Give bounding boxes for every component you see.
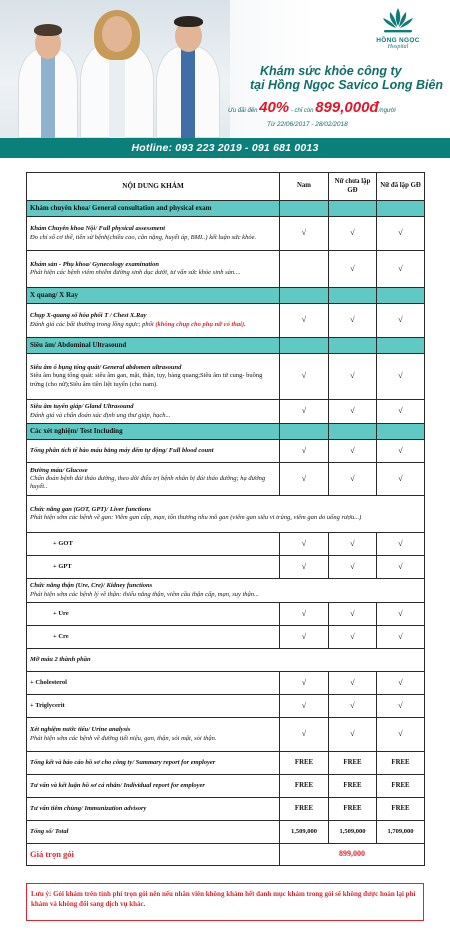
free-label: FREE [377,752,425,775]
item-title: + GOT [27,533,280,556]
total-label: Tổng số/ Total [30,827,69,835]
table-row [27,775,425,798]
package-price-value: 899,000 [280,844,425,866]
doctor-figure-left [18,20,78,138]
note-box: Lưu ý: Gói khám trên tính phí trọn gói nên nếu nhân viên không khám hết danh mục khám trong gói sẽ không được hoàn lại phí khám và không đổi sang dịch vụ khác. [26,883,424,921]
item-description: Siêu âm bụng tổng quát: siêu âm gan, mật, thận, tụy, bàng quang;Siêu âm tử cung- buồng trứng (cho nữ);Siêu âm tiền liệt tuyến (cho nam). [30,372,263,388]
table-row [27,752,425,775]
section-title: Siêu âm/ Abdominal Ultrasound [27,338,280,354]
check-mark: √ [329,304,377,338]
check-mark: √ [377,556,425,579]
table-row [27,718,425,752]
table-row [27,798,425,821]
check-mark: √ [280,533,329,556]
table-row [27,533,425,556]
promo-suffix: /người [378,108,396,114]
section-row [27,338,425,354]
check-mark: √ [280,217,329,251]
header-banner [0,0,450,138]
table-row [27,649,425,672]
header-content: NỘI DUNG KHÁM [27,173,280,201]
doctor-figure-woman [78,6,156,138]
item-title: Tư vấn tiêm chủng/ Immunization advisory [30,804,147,812]
check-mark: √ [329,251,377,288]
check-mark: √ [377,217,425,251]
item-title: + Triglycerit [27,695,280,718]
lotus-logo-icon [380,6,416,36]
item-title: + GPT [27,556,280,579]
check-mark: √ [329,695,377,718]
check-mark: √ [280,718,329,752]
hospital-logo [368,6,428,60]
free-label: FREE [280,752,329,775]
check-mark: √ [280,400,329,424]
check-mark: √ [280,304,329,338]
promo-price: 899,000đ [315,99,379,116]
check-mark: √ [329,718,377,752]
row-item [27,496,425,533]
item-title: Khám Chuyên khoa Nội/ Full physical assessment [30,225,166,233]
header-female-married: Nữ đã lập GĐ [377,173,425,201]
check-mark: √ [280,626,329,649]
check-mark: √ [377,718,425,752]
check-mark: √ [377,251,425,288]
item-title: + Cre [27,626,280,649]
free-label: FREE [280,798,329,821]
check-mark: √ [329,463,377,496]
row-item [27,752,280,775]
hotline-bar: Hotline: 093 223 2019 - 091 681 0013 [0,138,450,158]
check-mark: √ [329,626,377,649]
check-mark: √ [377,304,425,338]
check-mark: √ [280,672,329,695]
total-row [27,821,425,844]
check-mark: √ [280,440,329,463]
check-mark: √ [377,626,425,649]
free-label: FREE [377,798,425,821]
check-mark: √ [280,695,329,718]
free-label: FREE [329,775,377,798]
table-row [27,672,425,695]
item-title: Chức năng thận (Ure, Cre)/ Kidney functions [30,582,153,590]
row-item [27,217,280,251]
row-item [27,400,280,424]
table-row [27,695,425,718]
item-title: Khám sản - Phụ khoa/ Gynecology examination [30,260,159,268]
item-title: Xét nghiệm nước tiểu/ Urine analysis [30,726,131,734]
row-item [27,304,280,338]
item-title: Tư vấn và kết luận hồ sơ cá nhân/ Individual report for employer [30,781,205,789]
item-title: Tổng kết và báo cáo hồ sơ cho công ty/ Summary report for employer [30,758,216,766]
item-description: Đo chỉ số cơ thể, tiền sử bệnh(chiều cao, cân nặng, huyết áp, BMI..) kết luận sức khỏe. [30,233,257,241]
check-mark: √ [329,440,377,463]
total-female-married: 1,709,000 [377,821,425,844]
check-mark: √ [329,354,377,400]
row-item [27,440,280,463]
doctor-figure-right [156,12,220,138]
item-title: Đường máu/ Glucose [30,466,88,474]
check-mark: √ [329,400,377,424]
check-mark: √ [377,400,425,424]
free-label: FREE [377,775,425,798]
header-male: Nam [280,173,329,201]
row-item [27,354,280,400]
section-row [27,288,425,304]
table-row [27,626,425,649]
item-description: Phát hiện sớm các bệnh về gan: Viêm gan cấp, mạn, tổn thương nhu mô gan (viêm gan siêu vi trùng, viêm gan do uống rượu...) [30,514,362,521]
check-mark: √ [329,672,377,695]
table-row [27,496,425,533]
row-item [27,579,425,603]
table-row [27,251,425,288]
row-item [27,251,280,288]
check-mark: √ [377,672,425,695]
promo-title [250,64,450,92]
item-description: Phát hiện sớm các bệnh lý về thận: thiểu năng thận, viêm cầu thận cấp, mạn, suy thận... [30,590,259,598]
row-item [27,798,280,821]
promo-offer [228,99,396,116]
check-mark: √ [377,440,425,463]
check-mark: √ [377,354,425,400]
check-mark: √ [377,463,425,496]
logo-subtitle: Hospital [387,44,409,50]
row-item [27,775,280,798]
item-description: Phát hiện các bệnh viêm nhiễm đường sinh dục dưới, tư vấn sức khỏe sinh sản.... [30,269,241,276]
check-mark: √ [377,695,425,718]
section-row [27,424,425,440]
promo-title-line2: tại Hồng Ngọc Savico Long Biên [250,78,444,92]
item-description: Phát hiện sớm các bệnh về đường tiết niệu, gan, thận, sỏi mật, sỏi thận. [30,734,217,742]
row-item [27,649,425,672]
table-row [27,354,425,400]
table-row [27,440,425,463]
item-title: Chụp X-quang số hóa phổi T / Chest X.Ray [30,312,147,320]
check-mark: √ [377,603,425,626]
free-label: FREE [280,775,329,798]
table-row [27,579,425,603]
item-description-text: Đánh giá các bất thường trong lồng ngực; phổi [30,320,154,328]
table-header-row [27,173,425,201]
table-row [27,217,425,251]
item-description [30,321,276,329]
check-mark: √ [329,217,377,251]
check-mark: √ [280,603,329,626]
item-description: Đánh giá và chẩn đoán xác định ung thư giáp, hạch... [30,411,171,419]
free-label: FREE [329,798,377,821]
promo-mid: - chỉ còn [290,108,314,114]
table-row [27,400,425,424]
check-mark: √ [329,603,377,626]
check-mark: √ [280,556,329,579]
item-title: Mỡ máu 2 thành phần [30,655,91,663]
item-description: Chẩn đoán bệnh đái tháo đường, theo dõi điều trị bệnh nhân bị đái tháo đường; hạ đường huyết.. [30,474,266,491]
section-row [27,201,425,217]
check-mark: √ [377,533,425,556]
promo-prefix: Ưu đãi đến [228,108,258,114]
exam-package-table [26,172,425,866]
section-title: Khám chuyên khoa/ General consultation and physical exam [27,201,280,217]
logo-name: HỒNG NGỌC [376,37,420,44]
row-item [27,463,280,496]
header-female-single: Nữ chưa lập GĐ [329,173,377,201]
item-title: Tổng phân tích tế bào máu bằng máy đếm tự động/ Full blood count [30,446,214,454]
section-title: Các xét nghiệm/ Test Including [27,424,280,440]
check-mark: √ [329,556,377,579]
table-row [27,603,425,626]
item-title: Siêu âm tuyến giáp/ Gland Ultrasound [30,403,134,411]
promo-percent: 40% [259,99,290,116]
table-row [27,463,425,496]
item-title: + Ure [27,603,280,626]
row-item [27,718,280,752]
promo-title-line1: Khám sức khỏe công ty [260,64,402,78]
total-male: 1,509,000 [280,821,329,844]
check-mark: √ [280,354,329,400]
free-label: FREE [329,752,377,775]
total-female-single: 1,509,000 [329,821,377,844]
section-title: X quang/ X Ray [27,288,280,304]
row-item [27,821,280,844]
check-mark: √ [280,463,329,496]
promo-date-range: Từ 22/06/2017 - 28/02/2018 [267,121,348,128]
package-price-label: Giá trọn gói [27,844,280,866]
check-mark: √ [329,533,377,556]
item-title: Chức năng gan (GOT, GPT)/ Liver functions [30,505,151,513]
item-warning: (không chụp cho phụ nữ có thai). [155,320,246,328]
table-row [27,304,425,338]
item-title: + Cholesterol [27,672,280,695]
table-row [27,556,425,579]
item-title: Siêu âm ổ bụng tổng quát/ General abdomen ultrasound [30,364,182,372]
package-price-row [27,844,425,866]
